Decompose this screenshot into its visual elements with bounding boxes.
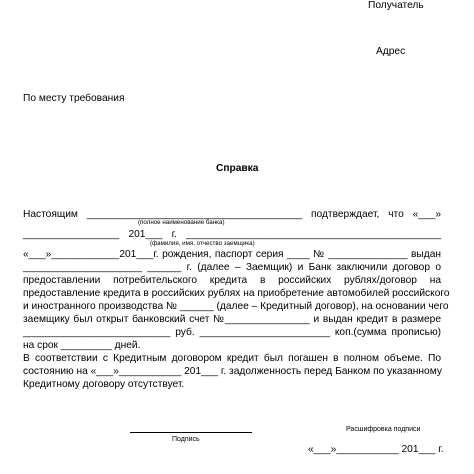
recipient-label: Получатель (368, 0, 424, 11)
signature-label: Подпись (172, 436, 200, 443)
body-line-9: __________________________ руб. _______________________ коп.(сумма прописью) (23, 327, 441, 338)
body-line-10: на срок _________ дней. (23, 340, 141, 351)
demand-label: По месту требования (23, 93, 125, 104)
document-title: Справка (216, 163, 259, 174)
caption-bank: (полное наименование банка) (138, 219, 225, 226)
body-line-4: _____________________ ______ г. (далее – Заемщик) и Банк заключили договор о (23, 262, 441, 273)
body-line-11: В соответствии с Кредитным договором кредит был погашен в полном объеме. По (23, 353, 441, 364)
caption-name: (фамилия, имя, отчество заемщика) (150, 240, 255, 247)
decoding-label: Расшифровка подписи (346, 426, 421, 433)
body-line-7: и иностранного производства № ______ (далее – Кредитный договор), на основании чего (23, 301, 449, 312)
signature-date: «___»___________ 201___ г. (308, 444, 444, 455)
body-line-13: Кредитному договору отсутствует. (23, 379, 185, 390)
address-label: Адрес (376, 46, 406, 57)
body-line-8: заемщику был открыт банковский счет №_______________ и выдан кредит в размере (23, 314, 441, 325)
body-line-12: состоянию на «___»___________ 201___ г. задолженность перед Банком по указанному (23, 366, 442, 377)
signature-line (130, 432, 252, 433)
body-line-5: предоставлении потребительского кредита в российских рублях/договор на (23, 275, 441, 286)
body-line-3: «___»____________201___г. рождения, паспорт серия ____ № ______________ выдан (23, 249, 441, 260)
body-line-2: _________________ 201___ г. _____________________________________________ (23, 229, 441, 240)
body-line-1: Настоящим ______________________________________ подтверждает, что «___» (23, 209, 441, 220)
body-line-6: предоставление кредита в российских рублях на приобретение автомобилей российского (23, 288, 450, 299)
